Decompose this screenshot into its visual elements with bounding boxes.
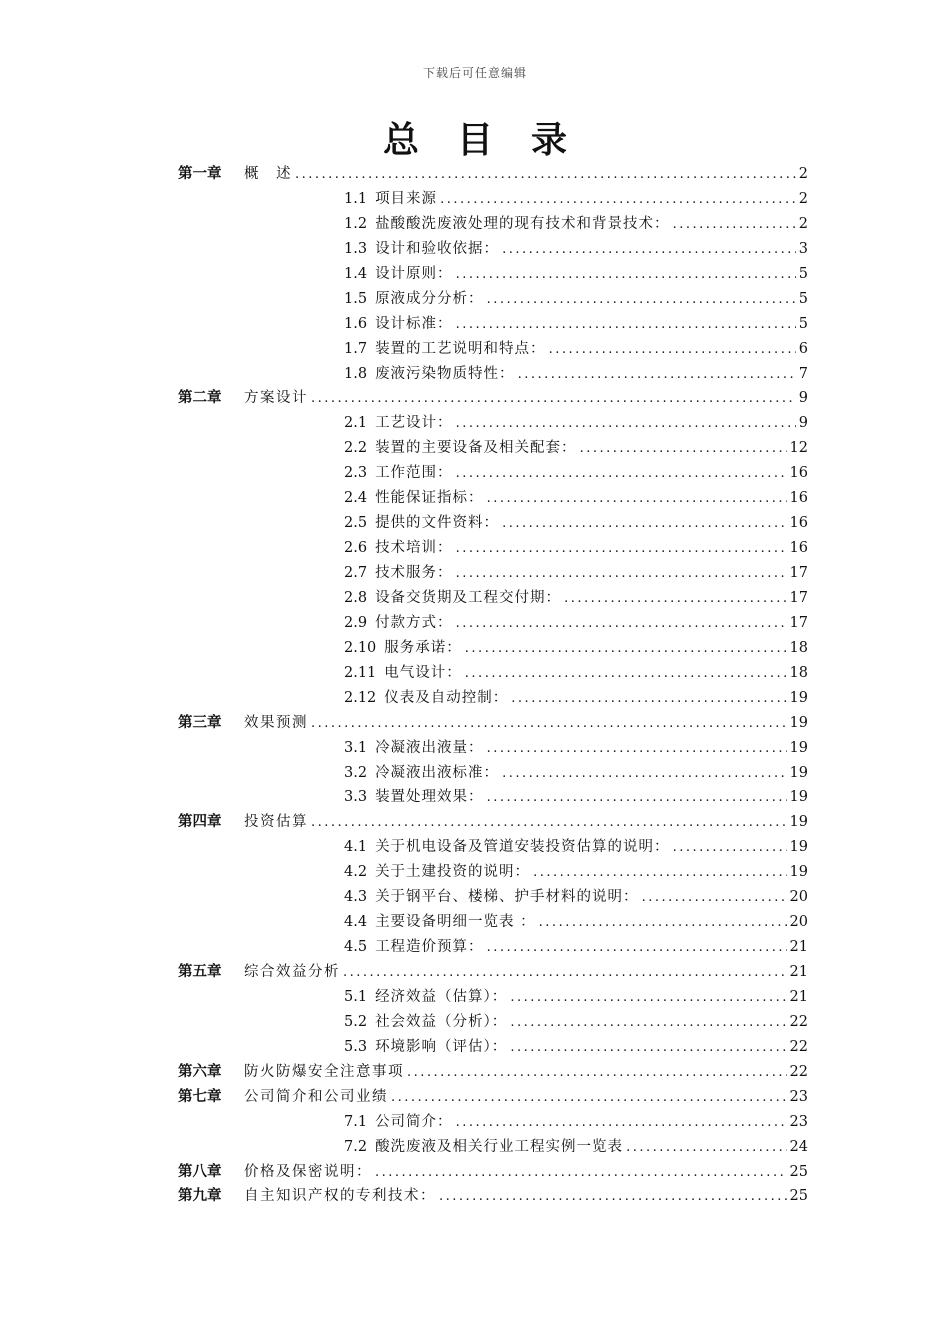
- toc-entry-label: 关于土建投资的说明：: [375, 864, 531, 881]
- toc-page-number: 19: [789, 689, 808, 706]
- toc-section-entry[interactable]: [178, 611, 808, 636]
- toc-page-number: 19: [789, 789, 808, 806]
- toc-page-number: 19: [789, 714, 808, 731]
- toc-section-entry[interactable]: [178, 1110, 808, 1135]
- toc-dot-leader: [440, 188, 796, 213]
- toc-entry-number: 2.9: [344, 614, 368, 631]
- toc-section-entry[interactable]: [178, 312, 808, 337]
- toc-section-entry[interactable]: [178, 287, 808, 312]
- toc-entry-number: 第二章: [178, 389, 222, 407]
- toc-dot-leader: [456, 1111, 787, 1136]
- toc-section-entry[interactable]: [178, 785, 808, 810]
- toc-entry-number: 第八章: [178, 1162, 222, 1180]
- toc-section-entry[interactable]: [178, 586, 808, 611]
- toc-dot-leader: [549, 338, 796, 363]
- toc-entry-label: 酸洗废液及相关行业工程实例一览表: [375, 1138, 624, 1155]
- toc-entry-label: 项目来源: [375, 190, 438, 207]
- toc-entry-label: 付款方式：: [375, 614, 453, 631]
- toc-section-entry[interactable]: [178, 1135, 808, 1160]
- toc-entry-number: 1.1: [344, 190, 368, 207]
- toc-dot-leader: [456, 537, 787, 562]
- page-title: 总目录: [382, 119, 605, 161]
- toc-entry-label: 技术培训：: [375, 540, 453, 557]
- toc-page-number: 19: [789, 864, 808, 881]
- toc-section-entry[interactable]: [178, 636, 808, 661]
- toc-page-number: 9: [798, 390, 808, 407]
- toc-dot-leader: [487, 487, 787, 512]
- toc-page-number: 20: [789, 889, 808, 906]
- toc-entry-label: 提供的文件资料：: [375, 515, 500, 532]
- toc-section-entry[interactable]: [178, 187, 808, 212]
- toc-entry-number: 2.1: [344, 415, 368, 432]
- toc-chapter-entry[interactable]: [178, 810, 808, 835]
- toc-page-number: 5: [798, 315, 808, 332]
- toc-entry-number: 3.2: [344, 764, 368, 781]
- toc-entry-number: 2.6: [344, 540, 368, 557]
- toc-dot-leader: [533, 861, 786, 886]
- toc-section-entry[interactable]: [178, 536, 808, 561]
- toc-section-entry[interactable]: [178, 486, 808, 511]
- toc-entry-number: 3.3: [344, 789, 368, 806]
- toc-page-number: 19: [789, 764, 808, 781]
- toc-dot-leader: [580, 437, 787, 462]
- toc-chapter-entry[interactable]: [178, 162, 808, 187]
- toc-dot-leader: [487, 737, 787, 762]
- toc-entry-label: 投资估算: [244, 814, 308, 831]
- toc-page-number: 7: [798, 365, 808, 382]
- toc-dot-leader: [456, 412, 796, 437]
- toc-entry-label: 冷凝液出液标准：: [375, 764, 500, 781]
- toc-entry-label: 盐酸酸洗废液处理的现有技术和背景技术：: [375, 215, 670, 232]
- toc-entry-label: 关于钢平台、楼梯、护手材料的说明：: [375, 889, 639, 906]
- toc-entry-number: 3.1: [344, 739, 368, 756]
- toc-dot-leader: [564, 587, 786, 612]
- toc-section-entry[interactable]: [178, 910, 808, 935]
- toc-page-number: 21: [789, 939, 808, 956]
- toc-dot-leader: [311, 811, 787, 836]
- toc-page-number: 23: [789, 1113, 808, 1130]
- toc-page-number: 25: [789, 1188, 808, 1205]
- toc-section-entry[interactable]: [178, 661, 808, 686]
- toc-entry-number: 1.2: [344, 215, 368, 232]
- toc-page-number: 9: [798, 415, 808, 432]
- toc-chapter-entry[interactable]: [178, 1085, 808, 1110]
- toc-entry-number: 2.11: [344, 664, 377, 681]
- toc-entry-number: 2.2: [344, 440, 368, 457]
- toc-page-number: 20: [789, 914, 808, 931]
- toc-entry-label: 原液成分分析：: [375, 290, 484, 307]
- toc-dot-leader: [311, 387, 796, 412]
- toc-dot-leader: [487, 936, 787, 961]
- toc-dot-leader: [375, 1161, 787, 1186]
- toc-entry-number: 第一章: [178, 165, 222, 182]
- toc-section-entry[interactable]: [178, 1035, 808, 1060]
- toc-entry-label: 装置的主要设备及相关配套：: [375, 440, 577, 457]
- toc-page-number: 19: [789, 814, 808, 831]
- toc-dot-leader: [465, 662, 787, 687]
- toc-section-entry[interactable]: [178, 985, 808, 1010]
- toc-section-entry[interactable]: [178, 461, 808, 486]
- toc-entry-label: 工程造价预算：: [375, 939, 484, 956]
- toc-section-entry[interactable]: [178, 736, 808, 761]
- toc-dot-leader: [391, 1086, 787, 1111]
- toc-dot-leader: [487, 786, 787, 811]
- toc-page-number: 24: [789, 1138, 808, 1155]
- toc-page-number: 18: [789, 639, 808, 656]
- toc-chapter-entry[interactable]: [178, 1184, 808, 1209]
- toc-entry-label: 电气设计：: [384, 664, 462, 681]
- toc-entry-label: 装置处理效果：: [375, 789, 484, 806]
- toc-entry-number: 1.5: [344, 290, 368, 307]
- toc-dot-leader: [673, 213, 796, 238]
- toc-entry-label: 方案设计: [244, 390, 308, 407]
- toc-page-number: 5: [798, 290, 808, 307]
- toc-entry-number: 1.7: [344, 340, 368, 357]
- toc-page-number: 2: [798, 190, 808, 207]
- toc-dot-leader: [510, 1036, 786, 1061]
- toc-section-entry[interactable]: [178, 362, 808, 387]
- toc-page-number: 17: [789, 565, 808, 581]
- toc-page-number: 19: [789, 739, 808, 756]
- toc-page-number: 22: [789, 1063, 808, 1080]
- toc-dot-leader: [511, 687, 786, 712]
- toc-entry-number: 第三章: [178, 713, 222, 731]
- toc-entry-label: 性能保证指标：: [375, 490, 484, 507]
- toc-section-entry[interactable]: [178, 561, 808, 586]
- toc-entry-number: 第九章: [178, 1187, 222, 1205]
- toc-entry-label: 社会效益（分析）：: [375, 1013, 508, 1030]
- toc-entry-number: 4.3: [344, 889, 368, 906]
- toc-entry-number: 4.4: [344, 914, 368, 931]
- toc-dot-leader: [456, 562, 787, 587]
- toc-entry-number: 第六章: [178, 1062, 222, 1080]
- toc-entry-number: 1.6: [344, 315, 368, 332]
- toc-chapter-entry[interactable]: [178, 960, 808, 985]
- toc-section-entry[interactable]: [178, 237, 808, 262]
- toc-entry-number: 2.10: [344, 639, 377, 656]
- toc-entry-label: 概 述: [244, 166, 292, 182]
- toc-entry-label: 冷凝液出液量：: [375, 739, 484, 756]
- toc-entry-label: 主要设备明细一览表 ：: [375, 914, 536, 931]
- toc-dot-leader: [502, 762, 786, 787]
- toc-entry-label: 设备交货期及工程交付期：: [375, 589, 562, 606]
- toc-dot-leader: [311, 712, 787, 737]
- toc-entry-label: 设计原则：: [375, 265, 453, 282]
- toc-entry-label: 综合效益分析: [244, 964, 340, 980]
- toc-entry-label: 服务承诺：: [384, 639, 462, 656]
- toc-entry-label: 废液污染物质特性：: [375, 365, 515, 382]
- toc-dot-leader: [407, 1061, 787, 1086]
- toc-entry-label: 价格及保密说明：: [244, 1163, 372, 1180]
- toc-dot-leader: [456, 263, 796, 288]
- toc-page-number: 12: [789, 440, 808, 457]
- toc-section-entry[interactable]: [178, 860, 808, 885]
- toc-page-number: 2: [798, 166, 808, 182]
- toc-entry-label: 技术服务：: [375, 565, 453, 581]
- toc-page-number: 16: [789, 540, 808, 557]
- toc-dot-leader: [439, 1185, 787, 1210]
- toc-section-entry[interactable]: [178, 212, 808, 237]
- toc-page-number: 19: [789, 839, 808, 856]
- toc-page-number: 16: [789, 465, 808, 482]
- toc-page-number: 17: [789, 589, 808, 606]
- toc-page-number: 22: [789, 1038, 808, 1055]
- toc-dot-leader: [673, 836, 787, 861]
- toc-dot-leader: [510, 1011, 786, 1036]
- toc-page-number: 5: [798, 265, 808, 282]
- toc-entry-label: 环境影响（评估）：: [375, 1038, 508, 1055]
- toc-chapter-entry[interactable]: [178, 1160, 808, 1185]
- toc-page-number: 2: [798, 215, 808, 232]
- toc-entry-label: 关于机电设备及管道安装投资估算的说明：: [375, 839, 670, 856]
- toc-page-number: 25: [789, 1163, 808, 1180]
- toc-entry-number: 1.8: [344, 365, 368, 382]
- toc-section-entry[interactable]: [178, 337, 808, 362]
- toc-entry-number: 2.12: [344, 689, 377, 706]
- toc-dot-leader: [487, 288, 796, 313]
- toc-entry-label: 防火防爆安全注意事项: [244, 1063, 404, 1080]
- toc-entry-number: 4.2: [344, 864, 368, 881]
- toc-section-entry[interactable]: [178, 835, 808, 860]
- toc-dot-leader: [502, 238, 796, 263]
- toc-dot-leader: [626, 1136, 786, 1161]
- toc-page-number: 18: [789, 664, 808, 681]
- toc-entry-number: 5.3: [344, 1038, 368, 1055]
- toc-dot-leader: [539, 911, 787, 936]
- toc-page-number: 16: [789, 490, 808, 507]
- toc-dot-leader: [465, 637, 787, 662]
- toc-page-number: 6: [798, 340, 808, 357]
- toc-page-number: 17: [789, 614, 808, 631]
- toc-page-number: 3: [798, 240, 808, 257]
- toc-dot-leader: [295, 163, 796, 188]
- toc-chapter-entry[interactable]: [178, 386, 808, 411]
- toc-section-entry[interactable]: [178, 686, 808, 711]
- toc-entry-number: 1.4: [344, 265, 368, 282]
- toc-entry-label: 效果预测: [244, 714, 308, 731]
- toc-entry-number: 5.1: [344, 988, 368, 1005]
- toc-chapter-entry[interactable]: [178, 711, 808, 736]
- toc-dot-leader: [456, 462, 787, 487]
- toc-entry-number: 4.1: [344, 839, 368, 856]
- toc-entry-label: 经济效益（估算）：: [375, 988, 508, 1005]
- toc-page-number: 21: [789, 964, 808, 980]
- toc-page-number: 16: [789, 515, 808, 532]
- toc-dot-leader: [642, 886, 787, 911]
- toc-entry-label: 工艺设计：: [375, 415, 453, 432]
- toc-entry-number: 第七章: [178, 1087, 222, 1105]
- toc-dot-leader: [343, 961, 787, 986]
- toc-page-number: 23: [789, 1088, 808, 1105]
- toc-dot-leader: [510, 986, 786, 1011]
- toc-entry-label: 公司简介和公司业绩: [244, 1088, 388, 1105]
- toc-section-entry[interactable]: [178, 262, 808, 287]
- toc-section-entry[interactable]: [178, 761, 808, 786]
- toc-section-entry[interactable]: [178, 511, 808, 536]
- toc-entry-number: 7.1: [344, 1113, 368, 1130]
- toc-entry-label: 设计和验收依据：: [375, 240, 500, 257]
- toc-dot-leader: [502, 512, 786, 537]
- toc-section-entry[interactable]: [178, 1010, 808, 1035]
- toc-entry-number: 第五章: [178, 963, 222, 980]
- toc-section-entry[interactable]: [178, 885, 808, 910]
- toc-entry-number: 2.7: [344, 565, 368, 581]
- toc-section-entry[interactable]: [178, 935, 808, 960]
- toc-entry-number: 2.8: [344, 589, 368, 606]
- toc-entry-label: 装置的工艺说明和特点：: [375, 340, 546, 357]
- toc-entry-number: 第四章: [178, 813, 222, 831]
- toc-entry-label: 工作范围：: [375, 465, 453, 482]
- toc-entry-label: 自主知识产权的专利技术：: [244, 1188, 436, 1205]
- toc-page-number: 22: [789, 1013, 808, 1030]
- toc-dot-leader: [456, 612, 787, 637]
- toc-entry-label: 公司简介：: [375, 1113, 453, 1130]
- toc-dot-leader: [456, 313, 796, 338]
- toc-entry-label: 仪表及自动控制：: [384, 689, 509, 706]
- toc-dot-leader: [518, 363, 796, 388]
- toc-entry-number: 7.2: [344, 1138, 368, 1155]
- toc-section-entry[interactable]: [178, 436, 808, 461]
- toc-section-entry[interactable]: [178, 411, 808, 436]
- toc-entry-number: 2.4: [344, 490, 368, 507]
- toc-entry-number: 2.5: [344, 515, 368, 532]
- table-of-contents: [178, 162, 808, 1209]
- toc-page-number: 21: [789, 988, 808, 1005]
- toc-entry-number: 1.3: [344, 240, 368, 257]
- toc-entry-number: 2.3: [344, 465, 368, 482]
- toc-entry-number: 5.2: [344, 1013, 368, 1030]
- page-header: 下载后可任意编辑: [422, 66, 527, 80]
- toc-entry-label: 设计标准：: [375, 315, 453, 332]
- toc-chapter-entry[interactable]: [178, 1060, 808, 1085]
- toc-entry-number: 4.5: [344, 939, 368, 956]
